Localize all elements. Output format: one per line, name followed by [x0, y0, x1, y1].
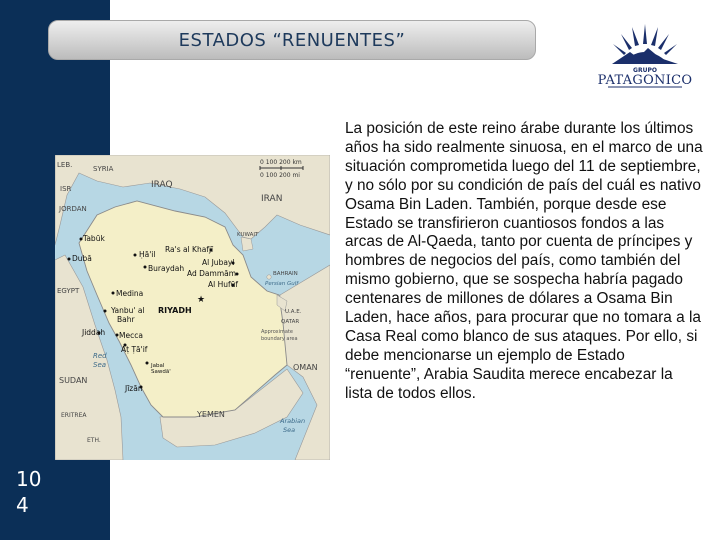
riyadh-star-icon: ★ [197, 295, 206, 305]
city-bahr: Bahr [117, 315, 135, 324]
label-iran: IRAN [261, 194, 283, 204]
label-kuwait: KUWAIT [237, 232, 259, 238]
city-medina: Medina [116, 289, 144, 298]
logo-group-text: GRUPO [633, 67, 657, 74]
label-boundary-note-2: boundary area [261, 336, 298, 342]
label-bahrain: BAHRAIN [273, 271, 298, 277]
label-arabian-sea-2: Sea [283, 426, 296, 434]
label-yemen: YEMEN [197, 410, 225, 419]
label-boundary-note-1: Approximate [261, 329, 293, 335]
label-qatar: QATAR [281, 319, 300, 325]
sunburst-icon [612, 24, 678, 64]
city-jizan: Jīzān [125, 384, 143, 393]
city-jabal-sawda-2: Sawdā' [151, 369, 171, 375]
label-israel: ISR [60, 185, 72, 193]
slide-number-line-2: 4 [16, 493, 29, 517]
slide-number [16, 466, 41, 518]
city-ras-al-khafji: Ra's al Khafjī [165, 245, 214, 254]
label-iraq: IRAQ [151, 180, 173, 190]
label-persian-gulf: Persian Gulf [265, 281, 299, 287]
saudi-arabia-map [55, 155, 330, 460]
city-hail: Ḥā'il [139, 250, 156, 259]
label-syria: SYRIA [93, 165, 114, 173]
city-riyadh: RIYADH [158, 306, 192, 315]
label-jordan: JORDAN [59, 205, 87, 213]
kuwait-land [241, 237, 253, 251]
label-oman: OMAN [293, 363, 318, 372]
label-arabian-sea-1: Arabian [280, 417, 306, 425]
body-paragraph: La posición de este reino árabe durante los últimos años ha sido realmente sinuosa, en el marco de una situación comprometida luego del 11 de septiembre, y no sólo por su condición de país del cuál es nativo Osama Bin Laden. También, porque desde ese Estado se transfirieron cuantiosos fondos a las arcas de Al-Qaeda, tanto por cuenta de príncipes y hombres de negocios del país, como también del mismo gobierno, que se sospecha habría pagado centenares de millones de dólares a Osama Bin Laden, hace años, para procurar que no tomara a la Casa Real como blanco de sus ataques. Por ello, si debe mencionarse un ejemplo de Estado “renuente”, Arabia Saudita merece encabezar la lista de todos ellos. [345, 120, 703, 402]
bahrain-island [267, 275, 271, 279]
label-eritrea: ERITREA [61, 412, 87, 419]
city-yanbu: Yanbu' al [111, 306, 145, 315]
city-al-jubayl: Al Jubayl [202, 258, 235, 267]
title-bar [48, 20, 536, 60]
label-ethiopia: ETH. [87, 437, 101, 444]
slide-number-line-1: 10 [16, 467, 42, 491]
scale-bottom-label: 0 100 200 mi [260, 172, 300, 179]
city-tabuk: Tabūk [83, 234, 105, 243]
label-red-sea-1: Red [93, 352, 107, 360]
grupo-patagonico-logo [590, 14, 700, 94]
city-jabal-sawda-1: Jabal [151, 363, 165, 369]
slide-title: ESTADOS “RENUENTES” [178, 30, 406, 51]
label-red-sea-2: Sea [93, 361, 107, 369]
label-sudan: SUDAN [59, 376, 88, 385]
scale-top-label: 0 100 200 km [260, 159, 302, 166]
logo-name-text: PATAGONICO [597, 73, 693, 88]
city-ad-dammam: Ad Dammām [187, 269, 237, 278]
label-uae: U.A.E. [285, 309, 302, 315]
city-jiddah: Jiddah [82, 328, 106, 337]
city-duba: Dubā [72, 254, 92, 263]
label-egypt: EGYPT [57, 287, 80, 295]
city-al-hufuf: Al Hufūf [208, 280, 239, 289]
city-at-taif: Aṭ Ṭā'if [121, 345, 148, 354]
label-lebanon: LEB. [57, 161, 73, 169]
city-buraydah: Buraydah [148, 264, 185, 273]
city-mecca: Mecca [119, 331, 143, 340]
